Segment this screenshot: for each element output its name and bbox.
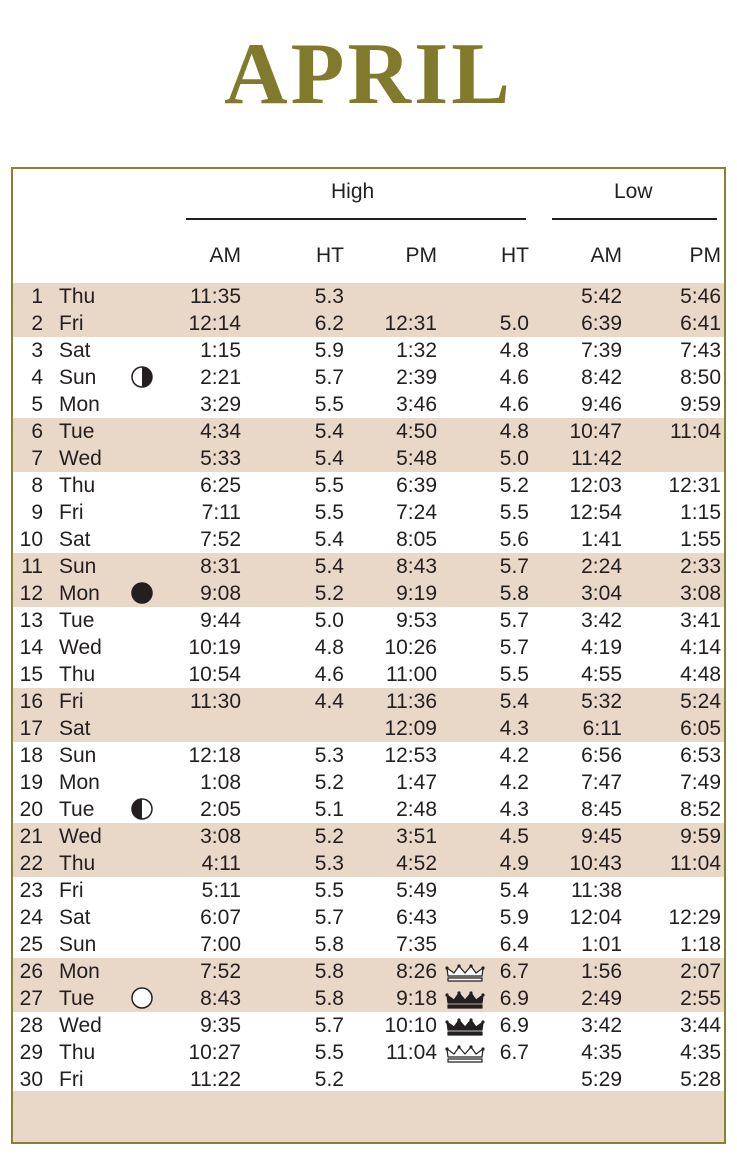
- table-row: [13, 796, 724, 823]
- high-pm-height: 5.9: [499, 906, 529, 929]
- low-pm-time: 5:46: [680, 285, 721, 308]
- table-row: [13, 310, 724, 337]
- day-of-week: Sat: [59, 717, 91, 740]
- high-pm-height: 4.8: [499, 339, 529, 362]
- day-of-week: Mon: [59, 960, 100, 983]
- high-am-time: 10:19: [188, 636, 241, 659]
- day-number: 28: [19, 1014, 43, 1037]
- day-of-week: Thu: [59, 663, 96, 686]
- high-pm-time: 1:47: [396, 771, 437, 794]
- high-am-time: 11:35: [190, 285, 241, 308]
- high-pm-height: 4.9: [499, 852, 529, 875]
- low-pm-time: 9:59: [680, 825, 721, 848]
- low-am-time: 7:39: [581, 339, 622, 362]
- high-am-time: 12:14: [188, 312, 241, 335]
- high-pm-height: 4.6: [499, 366, 529, 389]
- high-header-rule: [186, 218, 526, 220]
- low-am-time: 10:43: [569, 852, 622, 875]
- high-pm-time: 5:49: [396, 879, 437, 902]
- day-of-week: Sun: [59, 933, 97, 956]
- high-pm-time: 11:00: [386, 663, 437, 686]
- high-am-height: 5.5: [314, 501, 344, 524]
- table-row: [13, 580, 724, 607]
- high-pm-time: 10:26: [384, 636, 437, 659]
- table-row: [13, 553, 724, 580]
- high-am-height: 5.4: [314, 447, 344, 470]
- table-row: [13, 499, 724, 526]
- high-am-height: 4.8: [314, 636, 344, 659]
- day-of-week: Sat: [59, 528, 91, 551]
- table-row: [13, 742, 724, 769]
- low-am-time: 3:04: [581, 582, 622, 605]
- day-of-week: Mon: [59, 393, 100, 416]
- high-pm-height: 6.4: [499, 933, 529, 956]
- low-pm-time: 9:59: [680, 393, 721, 416]
- high-am-height: 6.2: [314, 312, 344, 335]
- high-pm-height: 6.7: [499, 1041, 529, 1064]
- high-pm-height: 4.2: [499, 771, 529, 794]
- high-am-time: 7:52: [200, 528, 241, 551]
- low-pm-time: 1:15: [680, 501, 721, 524]
- table-row: [13, 1039, 724, 1066]
- high-pm-time: 11:36: [386, 690, 437, 713]
- day-of-week: Thu: [59, 285, 96, 308]
- high-pm-height: 5.5: [499, 663, 529, 686]
- day-of-week: Fri: [59, 690, 84, 713]
- high-am-time: 10:27: [188, 1041, 241, 1064]
- high-pm-time: 8:05: [396, 528, 437, 551]
- day-number: 19: [19, 771, 43, 794]
- low-am-time: 9:46: [581, 393, 622, 416]
- high-pm-header: PM: [405, 244, 437, 267]
- day-of-week: Fri: [59, 501, 84, 524]
- tide-table: [11, 167, 726, 1144]
- high-am-time: 3:08: [200, 825, 241, 848]
- table-row: [13, 904, 724, 931]
- high-pm-height: 5.4: [499, 690, 529, 713]
- low-pm-time: 5:28: [680, 1068, 721, 1091]
- table-row: [13, 1066, 724, 1093]
- low-pm-time: 12:29: [668, 906, 721, 929]
- first-quarter-moon-icon: [131, 366, 153, 388]
- day-of-week: Tue: [59, 609, 95, 632]
- high-am-height: 5.2: [314, 1068, 344, 1091]
- low-am-time: 1:56: [581, 960, 622, 983]
- high-am-height: 4.6: [314, 663, 344, 686]
- full-moon-icon: [131, 987, 153, 1009]
- high-am-height: 5.5: [314, 879, 344, 902]
- low-pm-time: 8:52: [680, 798, 721, 821]
- high-am-height: 5.7: [314, 1014, 344, 1037]
- low-pm-time: 4:35: [680, 1041, 721, 1064]
- high-pm-time: 11:04: [386, 1041, 437, 1064]
- high-am-height: 5.8: [314, 960, 344, 983]
- low-am-time: 4:35: [581, 1041, 622, 1064]
- low-pm-time: 5:24: [680, 690, 721, 713]
- table-row: [13, 958, 724, 985]
- day-number: 5: [31, 393, 43, 416]
- high-am-time: 9:08: [200, 582, 241, 605]
- high-pm-height: 6.9: [499, 1014, 529, 1037]
- high-pm-height: 4.3: [499, 717, 529, 740]
- high-am-time: 7:00: [200, 933, 241, 956]
- day-number: 4: [31, 366, 43, 389]
- day-of-week: Thu: [59, 852, 96, 875]
- footer-band: [13, 1091, 724, 1142]
- day-number: 16: [19, 690, 43, 713]
- low-pm-time: 1:55: [680, 528, 721, 551]
- high-am-height: 5.5: [314, 1041, 344, 1064]
- low-pm-time: 8:50: [680, 366, 721, 389]
- high-pm-height: 4.2: [499, 744, 529, 767]
- low-am-time: 6:11: [582, 717, 622, 740]
- outline-crown-icon: [445, 963, 485, 982]
- low-pm-header: PM: [689, 244, 721, 267]
- high-am-header: AM: [209, 244, 241, 267]
- table-row: [13, 526, 724, 553]
- day-of-week: Tue: [59, 987, 95, 1010]
- high-pm-time: 4:52: [396, 852, 437, 875]
- high-pm-height: 5.7: [499, 555, 529, 578]
- low-pm-time: 11:04: [670, 420, 721, 443]
- high-pm-time: 6:39: [396, 474, 437, 497]
- day-number: 23: [19, 879, 43, 902]
- day-number: 14: [19, 636, 43, 659]
- high-pm-height: 5.7: [499, 636, 529, 659]
- low-am-time: 4:19: [581, 636, 622, 659]
- low-pm-time: 3:41: [680, 609, 721, 632]
- high-am-time: 2:21: [200, 366, 241, 389]
- high-pm-time: 9:53: [396, 609, 437, 632]
- table-row: [13, 391, 724, 418]
- high-pm-time: 10:10: [384, 1014, 437, 1037]
- day-of-week: Thu: [59, 474, 96, 497]
- day-number: 15: [19, 663, 43, 686]
- low-pm-time: 6:05: [680, 717, 721, 740]
- low-am-time: 8:42: [581, 366, 622, 389]
- high-am-time: 7:52: [200, 960, 241, 983]
- table-row: [13, 985, 724, 1012]
- high-am-height: 4.4: [314, 690, 344, 713]
- low-header: Low: [614, 180, 653, 203]
- day-number: 22: [19, 852, 43, 875]
- high-am-time: 9:44: [200, 609, 241, 632]
- high-pm-height: 6.9: [499, 987, 529, 1010]
- low-pm-time: 2:07: [680, 960, 721, 983]
- low-am-time: 12:54: [569, 501, 622, 524]
- day-of-week: Fri: [59, 1068, 84, 1091]
- low-am-time: 8:45: [581, 798, 622, 821]
- new-moon-icon: [131, 582, 153, 604]
- day-of-week: Mon: [59, 582, 100, 605]
- low-am-time: 5:32: [581, 690, 622, 713]
- high-am-height: 5.1: [314, 798, 344, 821]
- table-row: [13, 364, 724, 391]
- day-of-week: Fri: [59, 312, 84, 335]
- high-pm-time: 4:50: [396, 420, 437, 443]
- high-am-height: 5.3: [314, 852, 344, 875]
- day-of-week: Wed: [59, 636, 102, 659]
- high-pm-time: 9:18: [396, 987, 437, 1010]
- table-row: [13, 769, 724, 796]
- low-am-time: 6:39: [581, 312, 622, 335]
- low-am-time: 4:55: [581, 663, 622, 686]
- low-pm-time: 3:44: [680, 1014, 721, 1037]
- high-pm-time: 5:48: [396, 447, 437, 470]
- day-number: 24: [19, 906, 43, 929]
- day-number: 6: [31, 420, 43, 443]
- low-pm-time: 2:55: [680, 987, 721, 1010]
- low-am-time: 11:38: [571, 879, 622, 902]
- table-row: [13, 688, 724, 715]
- high-pm-height: 5.0: [499, 312, 529, 335]
- low-am-time: 12:03: [569, 474, 622, 497]
- low-pm-time: 7:49: [680, 771, 721, 794]
- high-am-time: 8:43: [200, 987, 241, 1010]
- low-am-header: AM: [590, 244, 622, 267]
- high-pm-time: 7:24: [396, 501, 437, 524]
- high-pm-height: 6.7: [499, 960, 529, 983]
- day-number: 29: [19, 1041, 43, 1064]
- tide-rows: [13, 283, 724, 1093]
- table-row: [13, 715, 724, 742]
- page-title: APRIL: [224, 26, 513, 123]
- high-pm-height: 5.5: [499, 501, 529, 524]
- low-am-time: 9:45: [581, 825, 622, 848]
- high-am-time: 1:08: [200, 771, 241, 794]
- high-am-height: 5.2: [314, 825, 344, 848]
- day-of-week: Sun: [59, 555, 97, 578]
- high-pm-height: 5.6: [499, 528, 529, 551]
- high-pm-time: 7:35: [396, 933, 437, 956]
- high-am-time: 8:31: [200, 555, 241, 578]
- high-am-time: 11:22: [190, 1068, 241, 1091]
- high-pm-height: 4.3: [499, 798, 529, 821]
- high-am-height: 5.7: [314, 366, 344, 389]
- high-pm-height: 5.0: [499, 447, 529, 470]
- high-am-time: 4:34: [200, 420, 241, 443]
- table-row: [13, 1012, 724, 1039]
- high-am-time: 1:15: [200, 339, 241, 362]
- high-am-height: 5.4: [314, 528, 344, 551]
- last-quarter-moon-icon: [131, 798, 153, 820]
- table-row: [13, 283, 724, 310]
- high-am-time: 12:18: [188, 744, 241, 767]
- low-header-rule: [552, 218, 717, 220]
- high-pm-time: 12:53: [384, 744, 437, 767]
- day-of-week: Wed: [59, 1014, 102, 1037]
- low-pm-time: 4:48: [680, 663, 721, 686]
- low-am-time: 1:01: [581, 933, 622, 956]
- day-number: 27: [19, 987, 43, 1010]
- low-am-time: 12:04: [569, 906, 622, 929]
- high-am-time: 6:25: [200, 474, 241, 497]
- high-pm-time: 3:46: [396, 393, 437, 416]
- high-pm-time: 12:31: [384, 312, 437, 335]
- high-pm-height: 5.7: [499, 609, 529, 632]
- high-am-height: 5.5: [314, 474, 344, 497]
- table-row: [13, 445, 724, 472]
- day-of-week: Thu: [59, 1041, 96, 1064]
- high-am-time: 10:54: [188, 663, 241, 686]
- day-number: 26: [19, 960, 43, 983]
- high-am-height: 5.8: [314, 933, 344, 956]
- high-pm-time: 2:48: [396, 798, 437, 821]
- day-number: 9: [31, 501, 43, 524]
- high-am-height: 5.4: [314, 420, 344, 443]
- table-row: [13, 661, 724, 688]
- low-am-time: 5:29: [581, 1068, 622, 1091]
- low-am-time: 1:41: [581, 528, 622, 551]
- high-pm-height: 5.2: [499, 474, 529, 497]
- day-number: 18: [19, 744, 43, 767]
- table-row: [13, 877, 724, 904]
- table-row: [13, 823, 724, 850]
- day-number: 25: [19, 933, 43, 956]
- day-of-week: Fri: [59, 879, 84, 902]
- high-pm-height: 5.4: [499, 879, 529, 902]
- table-row: [13, 931, 724, 958]
- day-number: 20: [19, 798, 43, 821]
- day-of-week: Wed: [59, 447, 102, 470]
- high-pm-time: 8:43: [396, 555, 437, 578]
- day-of-week: Wed: [59, 825, 102, 848]
- high-am-height: 5.9: [314, 339, 344, 362]
- low-pm-time: 3:08: [680, 582, 721, 605]
- low-pm-time: 6:41: [680, 312, 721, 335]
- day-number: 13: [19, 609, 43, 632]
- day-of-week: Mon: [59, 771, 100, 794]
- low-pm-time: 4:14: [680, 636, 721, 659]
- high-am-height: 5.4: [314, 555, 344, 578]
- table-row: [13, 607, 724, 634]
- low-pm-time: 2:33: [680, 555, 721, 578]
- high-header: High: [331, 180, 375, 203]
- day-number: 12: [19, 582, 43, 605]
- table-row: [13, 418, 724, 445]
- low-am-time: 2:24: [581, 555, 622, 578]
- high-am-height: 5.3: [314, 744, 344, 767]
- low-pm-time: 7:43: [680, 339, 721, 362]
- high-ht-header: HT: [316, 244, 344, 267]
- day-of-week: Sun: [59, 744, 97, 767]
- low-am-time: 2:49: [581, 987, 622, 1010]
- day-number: 3: [31, 339, 43, 362]
- outline-crown-icon: [445, 1044, 485, 1063]
- high-pm-time: 6:43: [396, 906, 437, 929]
- high-am-height: 5.3: [314, 285, 344, 308]
- high-am-time: 3:29: [200, 393, 241, 416]
- table-row: [13, 634, 724, 661]
- low-am-time: 5:42: [581, 285, 622, 308]
- low-am-time: 6:56: [581, 744, 622, 767]
- day-of-week: Sat: [59, 339, 91, 362]
- high-am-height: 5.0: [314, 609, 344, 632]
- day-number: 2: [31, 312, 43, 335]
- low-am-time: 3:42: [581, 609, 622, 632]
- high-am-time: 5:33: [200, 447, 241, 470]
- high-am-time: 9:35: [200, 1014, 241, 1037]
- table-row: [13, 472, 724, 499]
- high-am-time: 7:11: [201, 501, 241, 524]
- day-of-week: Sat: [59, 906, 91, 929]
- day-of-week: Tue: [59, 420, 95, 443]
- high-am-time: 11:30: [190, 690, 241, 713]
- day-number: 7: [31, 447, 43, 470]
- high-am-time: 6:07: [200, 906, 241, 929]
- low-am-time: 7:47: [581, 771, 622, 794]
- high-am-time: 4:11: [201, 852, 241, 875]
- high-am-height: 5.8: [314, 987, 344, 1010]
- high-pm-height: 4.6: [499, 393, 529, 416]
- high-pm-time: 12:09: [384, 717, 437, 740]
- low-am-time: 10:47: [569, 420, 622, 443]
- low-am-time: 11:42: [571, 447, 622, 470]
- solid-crown-icon: [445, 990, 485, 1009]
- high-pm-height: 4.8: [499, 420, 529, 443]
- high-ht2-header: HT: [501, 244, 529, 267]
- high-am-height: 5.5: [314, 393, 344, 416]
- day-number: 21: [19, 825, 43, 848]
- day-number: 1: [31, 285, 43, 308]
- day-number: 30: [19, 1068, 43, 1091]
- high-am-height: 5.2: [314, 582, 344, 605]
- low-pm-time: 1:18: [680, 933, 721, 956]
- day-number: 17: [19, 717, 43, 740]
- solid-crown-icon: [445, 1017, 485, 1036]
- high-pm-height: 5.8: [499, 582, 529, 605]
- high-pm-time: 8:26: [396, 960, 437, 983]
- low-pm-time: 6:53: [680, 744, 721, 767]
- day-of-week: Sun: [59, 366, 97, 389]
- day-number: 8: [31, 474, 43, 497]
- high-pm-time: 9:19: [396, 582, 437, 605]
- high-pm-height: 4.5: [499, 825, 529, 848]
- high-am-height: 5.7: [314, 906, 344, 929]
- low-am-time: 3:42: [581, 1014, 622, 1037]
- day-number: 10: [19, 528, 43, 551]
- high-pm-time: 2:39: [396, 366, 437, 389]
- high-pm-time: 3:51: [396, 825, 437, 848]
- low-pm-time: 11:04: [670, 852, 721, 875]
- table-row: [13, 850, 724, 877]
- day-of-week: Tue: [59, 798, 95, 821]
- high-pm-time: 1:32: [396, 339, 437, 362]
- table-row: [13, 337, 724, 364]
- high-am-time: 2:05: [200, 798, 241, 821]
- high-am-time: 5:11: [201, 879, 241, 902]
- low-pm-time: 12:31: [668, 474, 721, 497]
- high-am-height: 5.2: [314, 771, 344, 794]
- day-number: 11: [21, 555, 43, 578]
